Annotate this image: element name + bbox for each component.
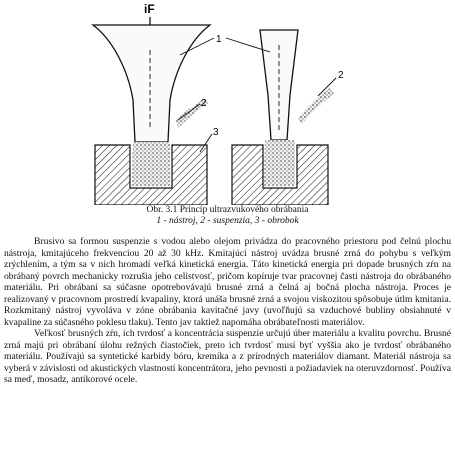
suspension-right: [264, 140, 295, 186]
tool-right: [260, 30, 298, 140]
suspension-right-jet: [298, 88, 334, 124]
callout-2-right: 2: [338, 70, 344, 81]
body-text: [4, 236, 451, 386]
force-label: iF: [144, 2, 155, 16]
callout-2-left: 2: [201, 98, 207, 109]
suspension-left: [132, 142, 170, 186]
callout-1: 1: [216, 34, 222, 45]
paragraph-1: Brusivo sa formou suspenzie s vodou alebo olejom privádza do pracovného priestoru pod čelnú plochu nástroja, kmitajúceho frekvenciou 20 až 30 kHz. Kmitajúci nástroj uvádza brusné zrná do pohybu s veľkým zrýchlením, a tým sa v nich hromadí veľká kinetická energia. Táto kinetická energia pri dopade brusných zŕn na obrábaný povrch mechanicky rozrušia jeho celistvosť, pričom kopíruje tvar pracovnej časti nástroja do obrábaného materiálu. Pri obrábaní sa súčasne opotrebovávajú brusné zrná a čelná aj bočná plocha nástroja. Proces je realizovaný v pracovnom prostredí kvapaliny, ktorá unáša brusné zrná a svojou viskozitou spôsobuje útlm kmitania. Rozkmitaný nástroj vyvoláva v zóne obrábania kavitačné javy (uvoľňujú sa vzduchové bubliny obsiahnuté v kvapaline za súčasného poklesu tlaku). Tento jav taktiež napomáha obrábateľnosti materiálov.: [4, 236, 451, 328]
figure-caption-title: Obr. 3.1 Princíp ultrazvukového obrábania: [146, 205, 309, 215]
callout-3: 3: [213, 127, 219, 138]
tool-left: [93, 25, 210, 142]
ultrasonic-machining-figure: [0, 0, 455, 205]
paragraph-2: Veľkosť brusných zŕn, ich tvrdosť a koncentrácia suspenzie určujú úber materiálu a kvalitu povrchu. Brusné zrná majú pri obrábaní úlohu režných čiastočiek, preto ich tvrdosť musí byť vyššia ako je tvrdosť obrábaného materiálu. Používajú sa syntetické karbidy bóru, kremíka a z prírodných materiálov diamant. Materiál nástroja sa vyberá v závislosti od akustických vlastností koncentrátora, jeho pevnosti a požiadaviek na oteruvzdornosť. Používa sa meď, mosadz, antikorové ocele.: [4, 328, 451, 385]
figure-caption-legend: 1 - nástroj, 2 - suspenzia, 3 - obrobok: [156, 216, 299, 226]
